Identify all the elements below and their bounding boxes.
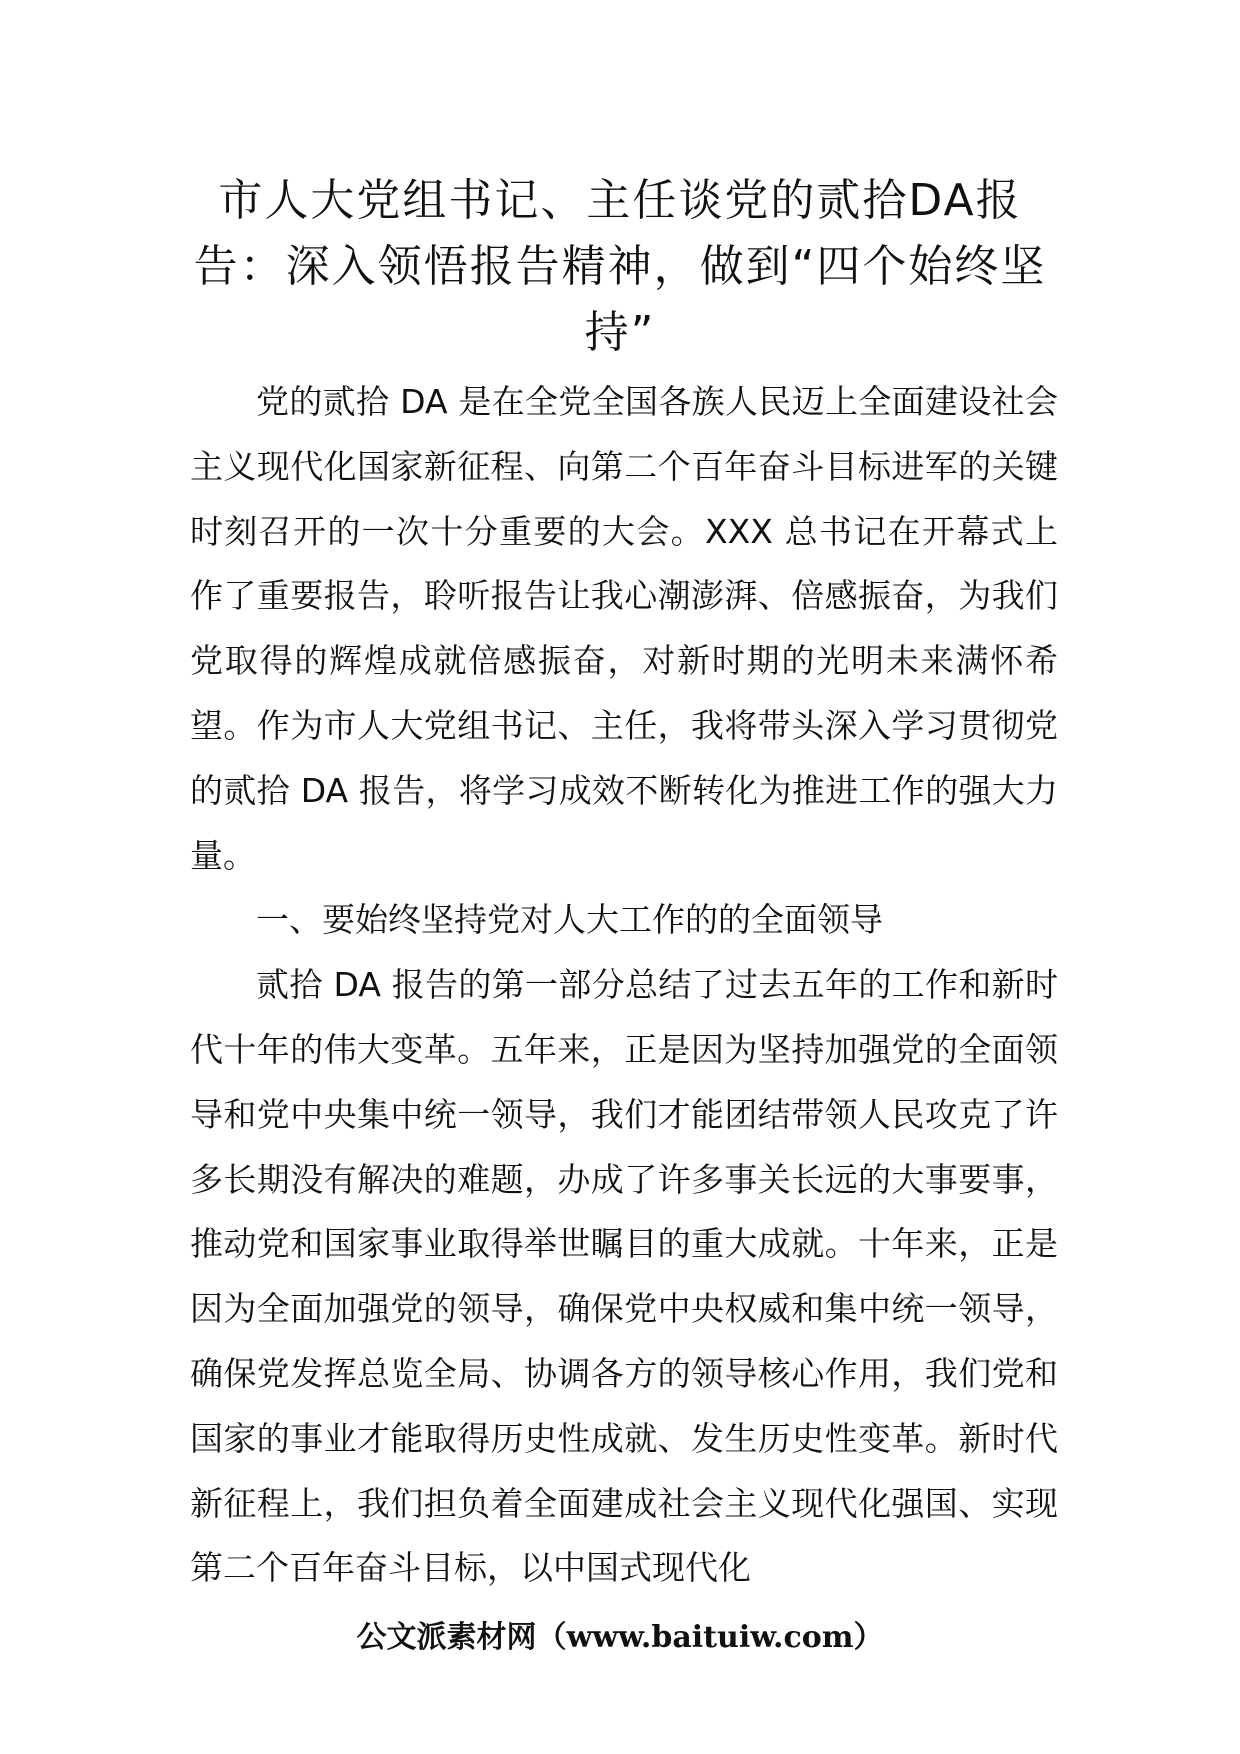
intro-paragraph: 党的贰拾 DA 是在全党全国各族人民迈上全面建设社会主义现代化国家新征程、向第二个百年奋斗目标进军的关键时刻召开的一次十分重要的大会。XXX 总书记在开幕式上作了重要报告，聆听报告让我心潮澎湃、倍感振奋，为我们党取得的辉煌成就倍感振奋，对新时期的光明未来满怀希望。作为市人大党组书记、主任，我将带头深入学习贯彻党的贰拾 DA 报告，将学习成效不断转化为推进工作的强大力量。: [190, 382, 1058, 875]
document-title: 市人大党组书记、主任谈党的贰拾DA报告：深入领悟报告精神，做到“四个始终坚持”: [193, 175, 1047, 358]
section-paragraph: 贰拾 DA 报告的第一部分总结了过去五年的工作和新时代十年的伟大变革。五年来，正是因为坚持加强党的全面领导和党中央集中统一领导，我们才能团结带领人民攻克了许多长期没有解决的难题，办成了许多事关长远的大事要事，推动党和国家事业取得举世瞩目的重大成就。十年来，正是因为全面加强党的领导，确保党中央权威和集中统一领导，确保党发挥总览全局、协调各方的领导核心作用，我们党和国家的事业才能取得历史性成就、发生历史性变革。新时代新征程上，我们担负着全面建成社会主义现代化强国、实现第二个百年奋斗目标，以中国式现代化: [190, 965, 1058, 1588]
section-heading: 一、要始终坚持党对人大工作的的全面领导: [256, 900, 883, 940]
document-body: [190, 370, 1058, 1601]
source-footer: 公文派素材网（www.baituiw.com）: [356, 1620, 884, 1655]
